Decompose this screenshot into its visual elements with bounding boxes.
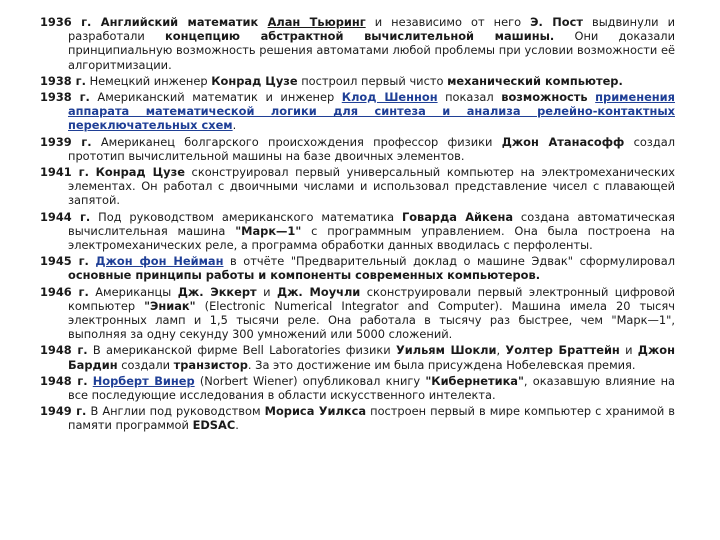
body-text: Под руководством американского математика	[90, 209, 402, 224]
body-text: создана автоматическая вычислительная машина	[68, 209, 676, 238]
bold-text: Конрад Цузе	[211, 73, 298, 88]
hyperlink-text[interactable]: Норберт Винер	[92, 373, 195, 388]
body-text: Американец болгарского происхождения профессор физики	[91, 134, 502, 149]
body-text: .	[235, 418, 239, 433]
body-text: Американский математик и инженер	[89, 90, 342, 105]
timeline-entry	[40, 165, 675, 208]
bold-text: 1938 г.	[40, 73, 86, 88]
body-text: в отчёте "Предварительный доклад о машине Эдвак" сформулировал	[223, 254, 675, 269]
bold-text: "Марк—1"	[235, 223, 302, 238]
bold-text: Э. Пост	[530, 15, 583, 29]
timeline-entry	[40, 285, 675, 342]
body-text: В американской фирме Bell Laboratories физики	[87, 343, 396, 358]
document-page	[40, 15, 675, 435]
bold-text: 1939 г.	[40, 134, 92, 149]
body-text: (Electronic Numerical Integrator and Computer). Машина имела 20 тысяч электронных ламп и 1,5 тысячи реле. Она работала в тысячу раз быстрее, чем "Марк—1", выполняя за одну секунду 300 умножений или 5000 сложений.	[68, 298, 675, 342]
body-text: сконструировал первый универсальный компьютер на электромеханических элементах. Он работал с двоичными числами и использовал представление чисел с плавающей запятой.	[68, 165, 676, 208]
bold-text: 1936 г.	[40, 15, 101, 29]
timeline-entry	[40, 210, 675, 253]
body-text: сконструировали первый электронный цифровой компьютер	[68, 284, 675, 313]
bold-text: Конрад Цузе	[95, 165, 185, 180]
bold-text: Дж. Эккерт	[177, 284, 257, 299]
bold-text: Джон Атанасофф	[501, 134, 625, 149]
bold-text: Алан Тьюринг	[267, 15, 366, 29]
bold-text: EDSAC	[192, 418, 236, 433]
body-text: построил первый чисто	[297, 73, 448, 88]
timeline-entry	[40, 15, 675, 72]
bold-text: Джон Бардин	[68, 343, 675, 372]
bold-text: 1948 г.	[40, 343, 88, 358]
bold-text: Мориса Уилкса	[264, 404, 367, 419]
bold-text: Английский математик	[100, 15, 268, 29]
bold-text: Говарда Айкена	[401, 209, 514, 224]
body-text: Они доказали принципиальную возможность решения автоматами любой проблемы при условии возможности её алгоритмизации.	[68, 29, 675, 72]
body-text: ,	[496, 343, 506, 358]
bold-text: "Кибернетика"	[425, 373, 524, 388]
timeline-entry	[40, 135, 675, 163]
timeline-entry	[40, 374, 675, 402]
body-text: выдвинули и разработали	[68, 15, 675, 44]
timeline-entry	[40, 90, 675, 133]
bold-text: Дж. Моучли	[276, 284, 361, 299]
bold-text: 1945 г.	[40, 254, 89, 269]
body-text: , оказавшую влияние на все последующие исследования в области искусственного интелекта.	[68, 373, 676, 403]
hyperlink-text[interactable]: Джон фон Нейман	[95, 254, 224, 269]
hyperlink-text[interactable]: Клод Шеннон	[341, 90, 438, 105]
bold-text: 1944 г.	[40, 209, 91, 224]
bold-text: механический компьютер.	[447, 73, 623, 88]
body-text: создали	[117, 357, 174, 372]
body-text: . За это достижение им была присуждена Нобелевская премия.	[247, 357, 636, 372]
bold-text: транзистор	[173, 357, 248, 372]
bold-text: 1949 г.	[40, 404, 87, 419]
bold-text: Уильям Шокли	[395, 343, 497, 358]
bold-text: "Эниак"	[144, 298, 196, 313]
bold-text: возможность	[501, 90, 588, 105]
body-text: и	[619, 343, 638, 358]
bold-text: основные принципы работы и компоненты современных компьютеров.	[68, 268, 541, 283]
bold-text: 1946 г.	[40, 284, 89, 299]
timeline-entry	[40, 404, 675, 432]
timeline-list	[40, 15, 675, 433]
bold-text: 1938 г.	[40, 90, 90, 105]
body-text: В Англии под руководством	[86, 404, 265, 419]
body-text: и	[256, 284, 277, 299]
timeline-entry	[40, 254, 675, 282]
body-text: построен первый в мире компьютер с хранимой в памяти программой	[68, 404, 676, 433]
body-text: .	[232, 118, 237, 133]
body-text: Немецкий инженер	[85, 73, 212, 88]
bold-text: 1941 г.	[40, 165, 89, 180]
body-text: (Norbert Wiener) опубликовал книгу	[194, 373, 426, 388]
body-text: Американцы	[88, 284, 178, 299]
hyperlink-text[interactable]: применения аппарата математической логики для синтеза и анализа релейно-контактных переключательных схем	[68, 90, 675, 133]
timeline-entry	[40, 74, 675, 88]
bold-text: концепцию абстрактной вычислительной машины.	[165, 29, 555, 44]
body-text: с программным управлением. Она была построена на электромеханических реле, а программа обработки данных вводилась с перфоленты.	[68, 223, 675, 253]
body-text	[89, 165, 96, 179]
body-text: и независимо от него	[365, 15, 531, 29]
bold-text: 1948 г.	[40, 373, 88, 388]
bold-text: Уолтер Браттейн	[505, 343, 620, 358]
body-text: создал прототип вычислительной машины на базе двоичных элементов.	[68, 134, 676, 163]
timeline-entry	[40, 343, 675, 371]
body-text: показал	[437, 90, 502, 105]
